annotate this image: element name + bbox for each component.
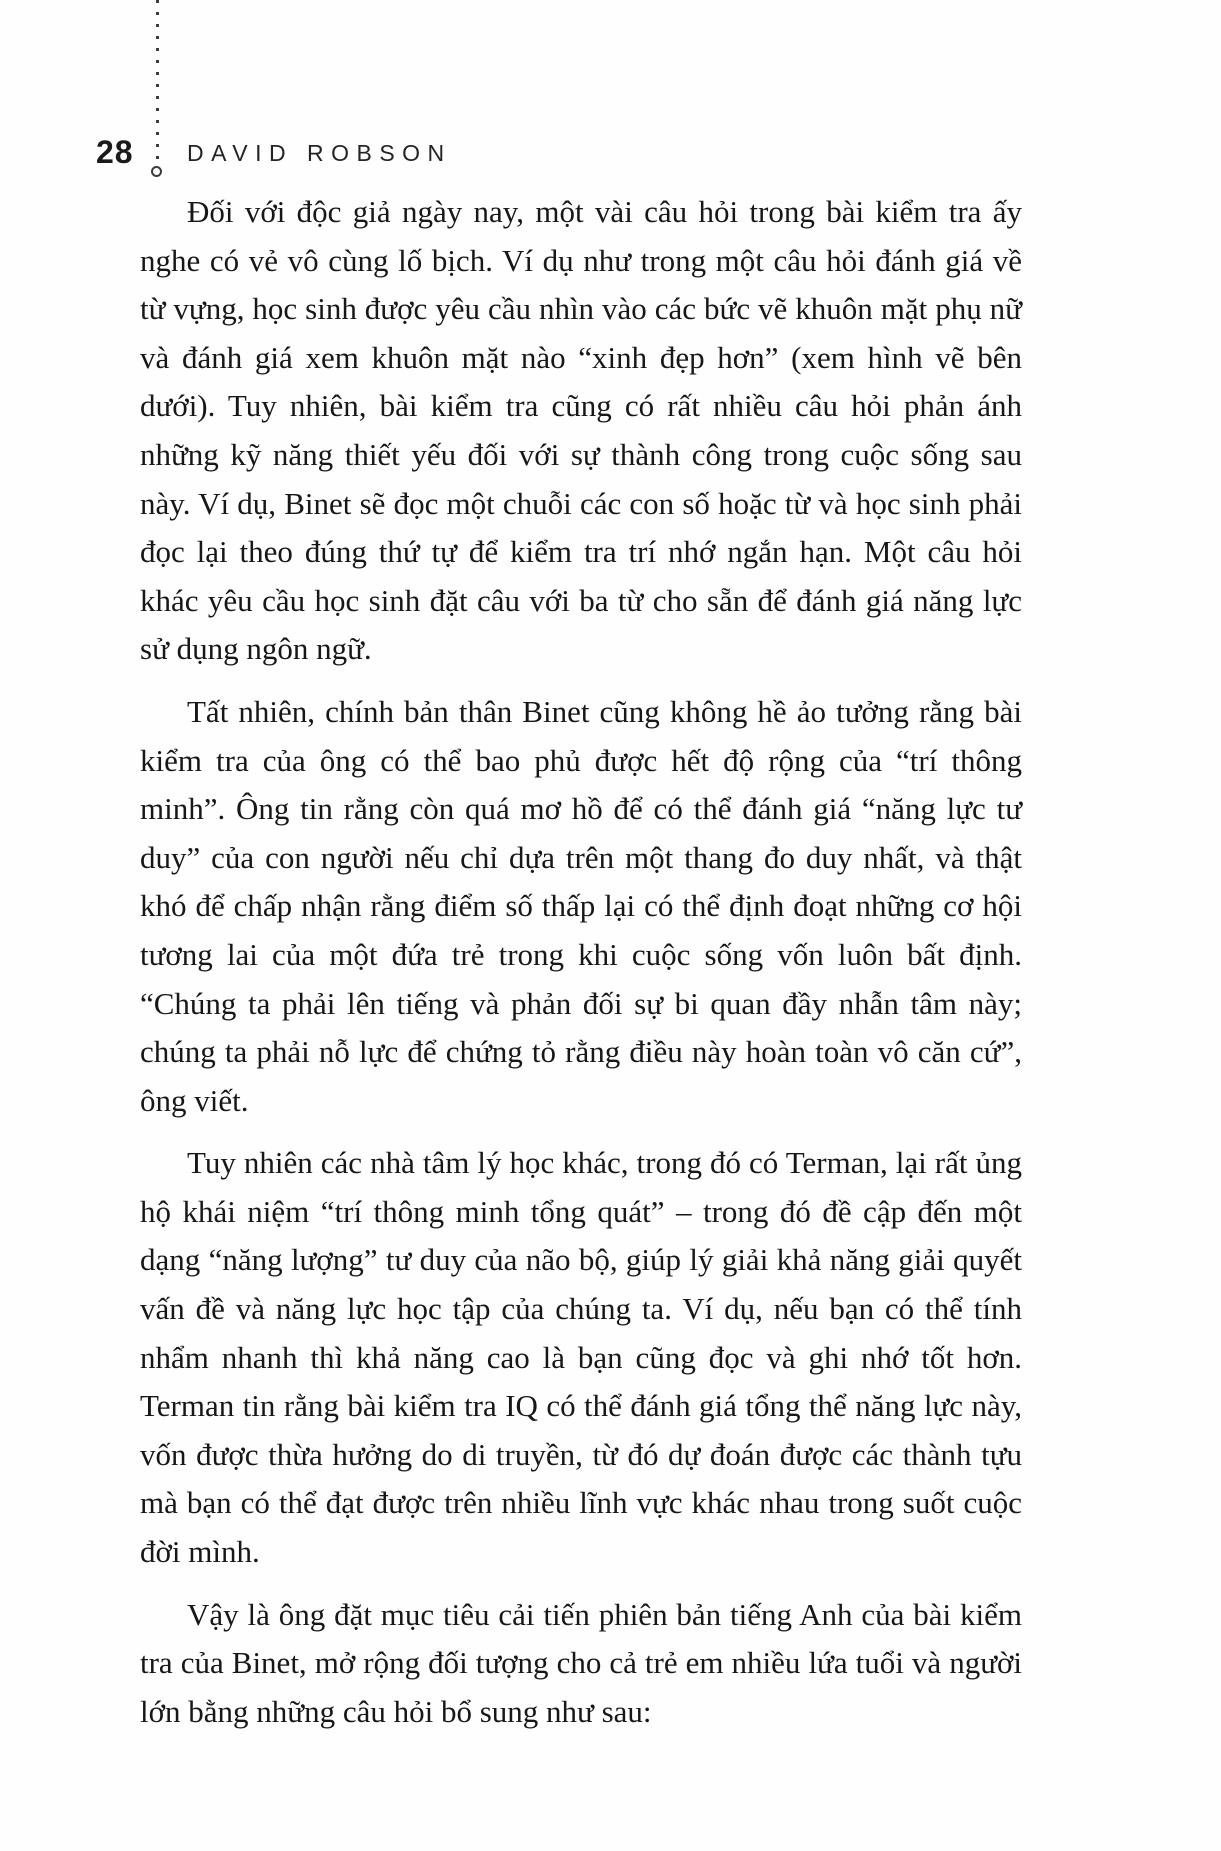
divider-end-circle-icon bbox=[151, 166, 162, 177]
body-text bbox=[140, 188, 1022, 1750]
paragraph-3: Tuy nhiên các nhà tâm lý học khác, trong đó có Terman, lại rất ủng hộ khái niệm “trí thông minh tổng quát” – trong đó đề cập đến một dạng “năng lượng” tư duy của não bộ, giúp lý giải khả năng giải quyết vấn đề và năng lực học tập của chúng ta. Ví dụ, nếu bạn có thể tính nhẩm nhanh thì khả năng cao là bạn cũng đọc và ghi nhớ tốt hơn. Terman tin rằng bài kiểm tra IQ có thể đánh giá tổng thể năng lực này, vốn được thừa hưởng do di truyền, từ đó dự đoán được các thành tựu mà bạn có thể đạt được trên nhiều lĩnh vực khác nhau trong suốt cuộc đời mình. bbox=[140, 1145, 1022, 1570]
paragraph-1: Đối với độc giả ngày nay, một vài câu hỏi trong bài kiểm tra ấy nghe có vẻ vô cùng lố bịch. Ví dụ như trong một câu hỏi đánh giá về từ vựng, học sinh được yêu cầu nhìn vào các bức vẽ khuôn mặt phụ nữ và đánh giá xem khuôn mặt nào “xinh đẹp hơn” (xem hình vẽ bên dưới). Tuy nhiên, bài kiểm tra cũng có rất nhiều câu hỏi phản ánh những kỹ năng thiết yếu đối với sự thành công trong cuộc sống sau này. Ví dụ, Binet sẽ đọc một chuỗi các con số hoặc từ và học sinh phải đọc lại theo đúng thứ tự để kiểm tra trí nhớ ngắn hạn. Một câu hỏi khác yêu cầu học sinh đặt câu với ba từ cho sẵn để đánh giá năng lực sử dụng ngôn ngữ. bbox=[140, 194, 1022, 667]
paragraph-2: Tất nhiên, chính bản thân Binet cũng không hề ảo tưởng rằng bài kiểm tra của ông có thể bao phủ được hết độ rộng của “trí thông minh”. Ông tin rằng còn quá mơ hồ để có thể đánh giá “năng lực tư duy” của con người nếu chỉ dựa trên một thang đo duy nhất, và thật khó để chấp nhận rằng điểm số thấp lại có thể định đoạt những cơ hội tương lai của một đứa trẻ trong khi cuộc sống vốn luôn bất định. “Chúng ta phải lên tiếng và phản đối sự bi quan đầy nhẫn tâm này; chúng ta phải nỗ lực để chứng tỏ rằng điều này hoàn toàn vô căn cứ”, ông viết. bbox=[140, 693, 1022, 1118]
dotted-divider-line bbox=[156, 0, 159, 161]
paragraph-4: Vậy là ông đặt mục tiêu cải tiến phiên bản tiếng Anh của bài kiểm tra của Binet, mở rộng đối tượng cho cả trẻ em nhiều lứa tuổi và người lớn bằng những câu hỏi bổ sung như sau: bbox=[140, 1596, 1022, 1729]
page-number: 28 bbox=[96, 134, 134, 170]
running-header-author: DAVID ROBSON bbox=[187, 140, 452, 166]
